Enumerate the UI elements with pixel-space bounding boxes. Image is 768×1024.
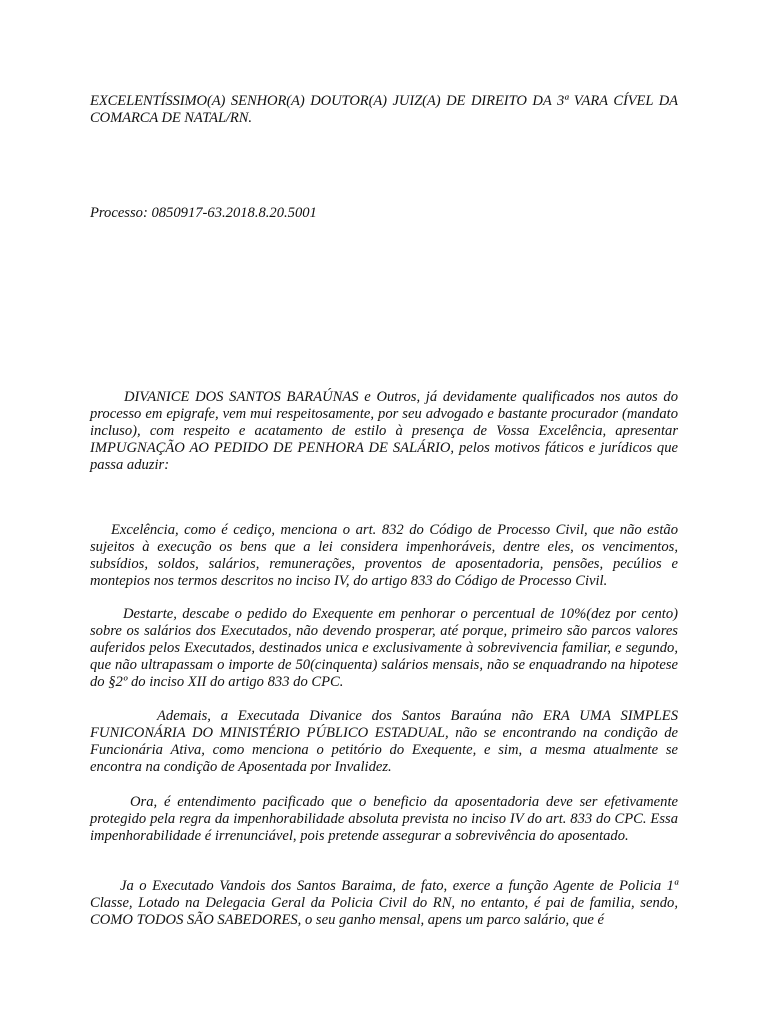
court-address-heading: EXCELENTÍSSIMO(A) SENHOR(A) DOUTOR(A) JUIZ(A) DE DIREITO DA 3ª VARA CÍVEL DA COMARCA DE NATAL/RN. <box>90 93 678 126</box>
body-paragraph-5: Ja o Executado Vandois dos Santos Baraima, de fato, exerce a função Agente de Policia 1ª Classe, Lotado na Delegacia Geral da Policia Civil do RN, no entanto, é pai de familia, sendo, COMO TODOS SÃO SABEDORES, o seu ganho mensal, apens um parco salário, que é <box>90 878 678 928</box>
body-paragraph-4: Ora, é entendimento pacificado que o beneficio da aposentadoria deve ser efetivamente protegido pela regra da impenhorabilidade absoluta prevista no inciso IV do art. 833 do CPC. Essa impenhorabilidade é irrenunciável, pois pretende assegurar a sobrevivência do aposentado. <box>90 794 678 844</box>
body-paragraph-1: Excelência, como é cediço, menciona o art. 832 do Código de Processo Civil, que não estão sujeitos à execução os bens que a lei considera impenhoráveis, dentre eles, os vencimentos, subsídios, soldos, salários, remunerações, proventos de aposentadoria, pensões, pecúlios e montepios nos termos descritos no inciso IV, do artigo 833 do Código de Processo Civil. <box>90 522 678 589</box>
intro-paragraph: DIVANICE DOS SANTOS BARAÚNAS e Outros, já devidamente qualificados nos autos do processo em epigrafe, vem mui respeitosamente, por seu advogado e bastante procurador (mandato incluso), com respeito e acatamento de estilo à presença de Vossa Excelência, apresentar IMPUGNAÇÃO AO PEDIDO DE PENHORA DE SALÁRIO, pelos motivos fáticos e jurídicos que passa aduzir: <box>90 389 678 473</box>
body-paragraph-2: Destarte, descabe o pedido do Exequente em penhorar o percentual de 10%(dez por cento) sobre os salários dos Executados, não devendo prosperar, até porque, primeiro são parcos valores auferidos pelos Executados, destinados unica e exclusivamente à sobrevivencia familiar, e segundo, que não ultrapassam o importe de 50(cinquenta) salários mensais, não se enquadrando na hipotese do §2º do inciso XII do artigo 833 do CPC. <box>90 606 678 690</box>
process-number: Processo: 0850917-63.2018.8.20.5001 <box>90 205 317 221</box>
body-paragraph-3: Ademais, a Executada Divanice dos Santos Baraúna não ERA UMA SIMPLES FUNICONÁRIA DO MINISTÉRIO PÚBLICO ESTADUAL, não se encontrando na condição de Funcionária Ativa, como menciona o petitório do Exequente, e sim, a mesma atualmente se encontra na condição de Aposentada por Invalidez. <box>90 708 678 775</box>
